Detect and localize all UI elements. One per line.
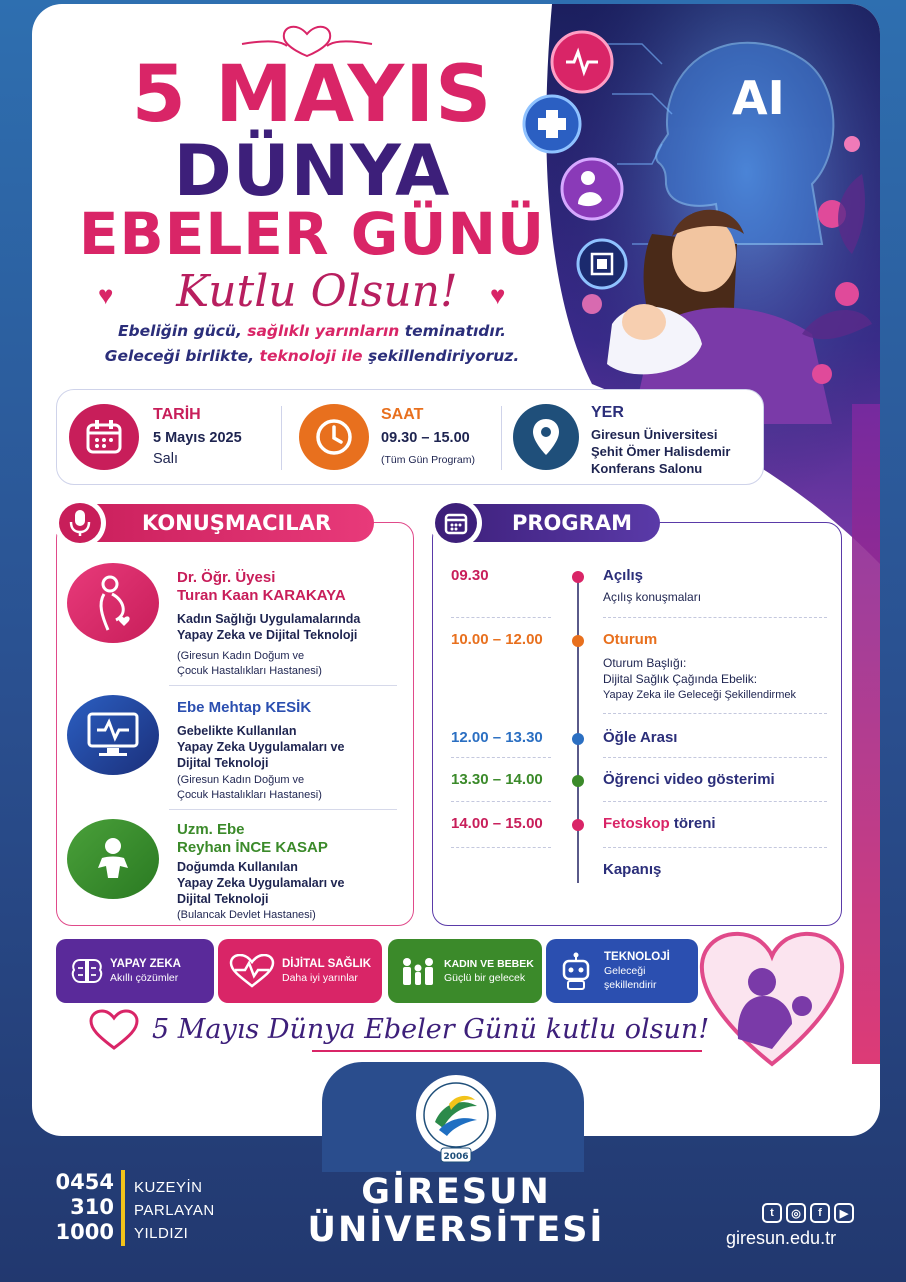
speaker-institution: Çocuk Hastalıkları Hastanesi)	[177, 665, 322, 677]
program-title-heading: PROGRAM	[512, 511, 632, 535]
speaker-name: Ebe Mehtap KESİK	[177, 699, 312, 716]
speaker-topic: Yapay Zeka Uygulamaları ve	[177, 876, 345, 890]
program-subtitle: Oturum Başlığı:	[603, 656, 687, 670]
program-title-rest: töreni	[669, 815, 716, 832]
dashed-divider	[603, 713, 827, 714]
microphone-icon-wrap	[54, 498, 106, 548]
program-title	[603, 815, 716, 832]
badge-title: YAPAY ZEKA	[110, 958, 181, 970]
program-title: Kapanış	[603, 861, 662, 878]
heart-outline-icon	[88, 1008, 140, 1052]
seal-year: 2006	[443, 1152, 469, 1162]
program-time: 13.30 – 14.00	[451, 771, 543, 788]
program-time: 12.00 – 13.30	[451, 729, 543, 746]
tagline-text: şekillendiriyoruz.	[362, 347, 520, 365]
dashed-divider	[603, 801, 827, 802]
speaker-topic: Yapay Zeka ve Dijital Teknoloji	[177, 628, 358, 642]
badge-technology	[546, 939, 698, 1003]
tagline-line-2	[62, 347, 562, 365]
university-name-line-2: ÜNİVERSİTESİ	[307, 1210, 605, 1250]
badge-title: DİJİTAL SAĞLIK	[282, 958, 372, 970]
program-subtitle: Açılış konuşmaları	[603, 590, 702, 604]
calendar-icon	[69, 404, 139, 470]
website-link[interactable]: giresun.edu.tr	[726, 1228, 837, 1248]
program-subtitle: Dijital Sağlık Çağında Ebelik:	[603, 672, 758, 686]
title-midwives-day: EBELER GÜNÜ	[78, 200, 546, 268]
phone-line: 310	[70, 1195, 114, 1219]
baby-icon	[67, 819, 159, 899]
divider	[169, 809, 397, 810]
speaker-name: Reyhan İNCE KASAP	[177, 839, 328, 856]
brain-icon	[64, 956, 110, 986]
heartbeat-icon	[222, 954, 282, 988]
program-title: Oturum	[603, 631, 658, 648]
phone-line: 0454	[55, 1170, 114, 1194]
university-seal	[413, 1072, 499, 1166]
slogan-line: YILDIZI	[134, 1225, 189, 1242]
divider	[501, 406, 502, 470]
time-label: SAAT	[381, 406, 424, 423]
slogan-line: KUZEYİN	[134, 1179, 203, 1196]
speaker-name: Turan Kaan KARAKAYA	[177, 587, 346, 604]
place-label: YER	[591, 404, 624, 421]
title-date: 5 MAYIS	[131, 50, 493, 140]
dashed-divider	[603, 617, 827, 618]
program-subtitle: Yapay Zeka ile Geleceği Şekillendirmek	[603, 689, 796, 701]
date-info	[57, 390, 287, 486]
social-links	[762, 1203, 854, 1223]
speakers-panel	[56, 522, 414, 926]
dashed-divider	[451, 847, 551, 848]
speaker-topic: Dijital Teknoloji	[177, 756, 269, 770]
date-value: 5 Mayıs 2025	[153, 430, 242, 446]
program-panel	[432, 522, 842, 926]
timeline-dot	[572, 775, 584, 787]
time-info	[293, 390, 523, 486]
heart-icon: ♥	[98, 280, 114, 310]
divider	[281, 406, 282, 470]
timeline-line	[577, 573, 579, 883]
tagline-highlight: teknoloji ile	[259, 347, 363, 365]
calendar-icon-wrap	[430, 498, 482, 548]
speaker-institution: Çocuk Hastalıkları Hastanesi)	[177, 789, 322, 801]
pregnant-woman-icon	[67, 563, 159, 643]
speaker-topic: Dijital Teknoloji	[177, 892, 269, 906]
date-day: Salı	[153, 451, 178, 467]
facebook-icon[interactable]: f	[810, 1203, 830, 1223]
speaker-title: Dr. Öğr. Üyesi	[177, 569, 276, 586]
timeline-dot	[572, 733, 584, 745]
university-name-line-1: GİRESUN	[361, 1172, 551, 1212]
place-info	[509, 390, 765, 486]
slogan-bar	[121, 1170, 125, 1246]
robot-icon	[548, 951, 604, 991]
badge-title: TEKNOLOJİ	[604, 951, 670, 963]
timeline-dot	[572, 571, 584, 583]
speaker-institution: (Bulancak Devlet Hastanesi)	[177, 909, 316, 921]
time-value: 09.30 – 15.00	[381, 430, 470, 446]
place-line-3: Konferans Salonu	[591, 461, 703, 476]
calendar-icon	[435, 503, 477, 543]
badge-title: KADIN VE BEBEK	[444, 958, 534, 970]
program-time: 14.00 – 15.00	[451, 815, 543, 832]
tagline-highlight: sağlıklı yarınların	[247, 322, 400, 340]
heart-icon: ♥	[490, 280, 506, 310]
badge-subtitle: Güçlü bir gelecek	[444, 972, 526, 984]
family-icon	[392, 956, 444, 986]
program-title: Öğrenci video gösterimi	[603, 771, 775, 788]
program-title: Öğle Arası	[603, 729, 678, 746]
poster-card	[32, 4, 880, 1136]
badge-woman-baby	[388, 939, 542, 1003]
dashed-divider	[603, 757, 827, 758]
speaker-topic: Kadın Sağlığı Uygulamalarında	[177, 612, 361, 626]
speaker-topic: Yapay Zeka Uygulamaları ve	[177, 740, 345, 754]
title-script: Kutlu Olsun!	[176, 266, 458, 317]
program-title: Açılış	[603, 567, 644, 584]
monitor-heartbeat-icon	[67, 695, 159, 775]
dashed-divider	[451, 757, 551, 758]
place-line-1: Giresun Üniversitesi	[591, 427, 718, 442]
twitter-icon[interactable]: t	[762, 1203, 782, 1223]
title-world: DÜNYA	[173, 130, 451, 212]
speaker-institution: (Giresun Kadın Doğum ve	[177, 774, 305, 786]
divider	[169, 685, 397, 686]
place-line-2: Şehit Ömer Halisdemir	[591, 444, 731, 459]
slogan	[134, 1176, 215, 1245]
date-label: TARİH	[153, 406, 201, 423]
badge-digital-health	[218, 939, 382, 1003]
speakers-title: KONUŞMACILAR	[142, 511, 332, 535]
time-sub: (Tüm Gün Program)	[381, 454, 475, 466]
timeline-dot	[572, 819, 584, 831]
badge-subtitle: Geleceği	[604, 965, 646, 977]
closing-message: 5 Mayıs Dünya Ebeler Günü kutlu olsun!	[152, 1014, 710, 1045]
dashed-divider	[451, 617, 551, 618]
tagline-line-1	[62, 322, 562, 340]
phone-number	[40, 1170, 114, 1245]
speaker-topic: Gebelikte Kullanılan	[177, 724, 297, 738]
ai-label: AI	[732, 71, 785, 125]
speaker-institution: (Giresun Kadın Doğum ve	[177, 650, 305, 662]
location-pin-icon	[513, 404, 579, 470]
underline	[312, 1050, 702, 1052]
instagram-icon[interactable]: ◎	[786, 1203, 806, 1223]
badge-subtitle: Akıllı çözümler	[110, 972, 179, 984]
badge-subtitle: şekillendirir	[604, 979, 657, 991]
event-info-bar	[56, 389, 764, 485]
phone-line: 1000	[55, 1220, 114, 1244]
timeline-dot	[572, 635, 584, 647]
program-time: 09.30	[451, 567, 489, 584]
badge-ai	[56, 939, 214, 1003]
program-header	[436, 504, 660, 542]
speakers-header	[60, 504, 374, 542]
microphone-icon	[59, 503, 101, 543]
program-time: 10.00 – 12.00	[451, 631, 543, 648]
program-title-highlight: Fetoskop	[603, 815, 670, 832]
clock-icon	[299, 404, 369, 470]
youtube-icon[interactable]: ▶	[834, 1203, 854, 1223]
tagline-text: teminatıdır.	[399, 322, 507, 340]
slogan-line: PARLAYAN	[134, 1202, 215, 1219]
dashed-divider	[603, 847, 827, 848]
speaker-title: Uzm. Ebe	[177, 821, 245, 838]
speaker-topic: Doğumda Kullanılan	[177, 860, 298, 874]
tagline-text: Ebeliğin gücü,	[117, 322, 248, 340]
badge-subtitle: Daha iyi yarınlar	[282, 972, 358, 984]
dashed-divider	[451, 801, 551, 802]
tagline-text: Geleceği birlikte,	[104, 347, 260, 365]
